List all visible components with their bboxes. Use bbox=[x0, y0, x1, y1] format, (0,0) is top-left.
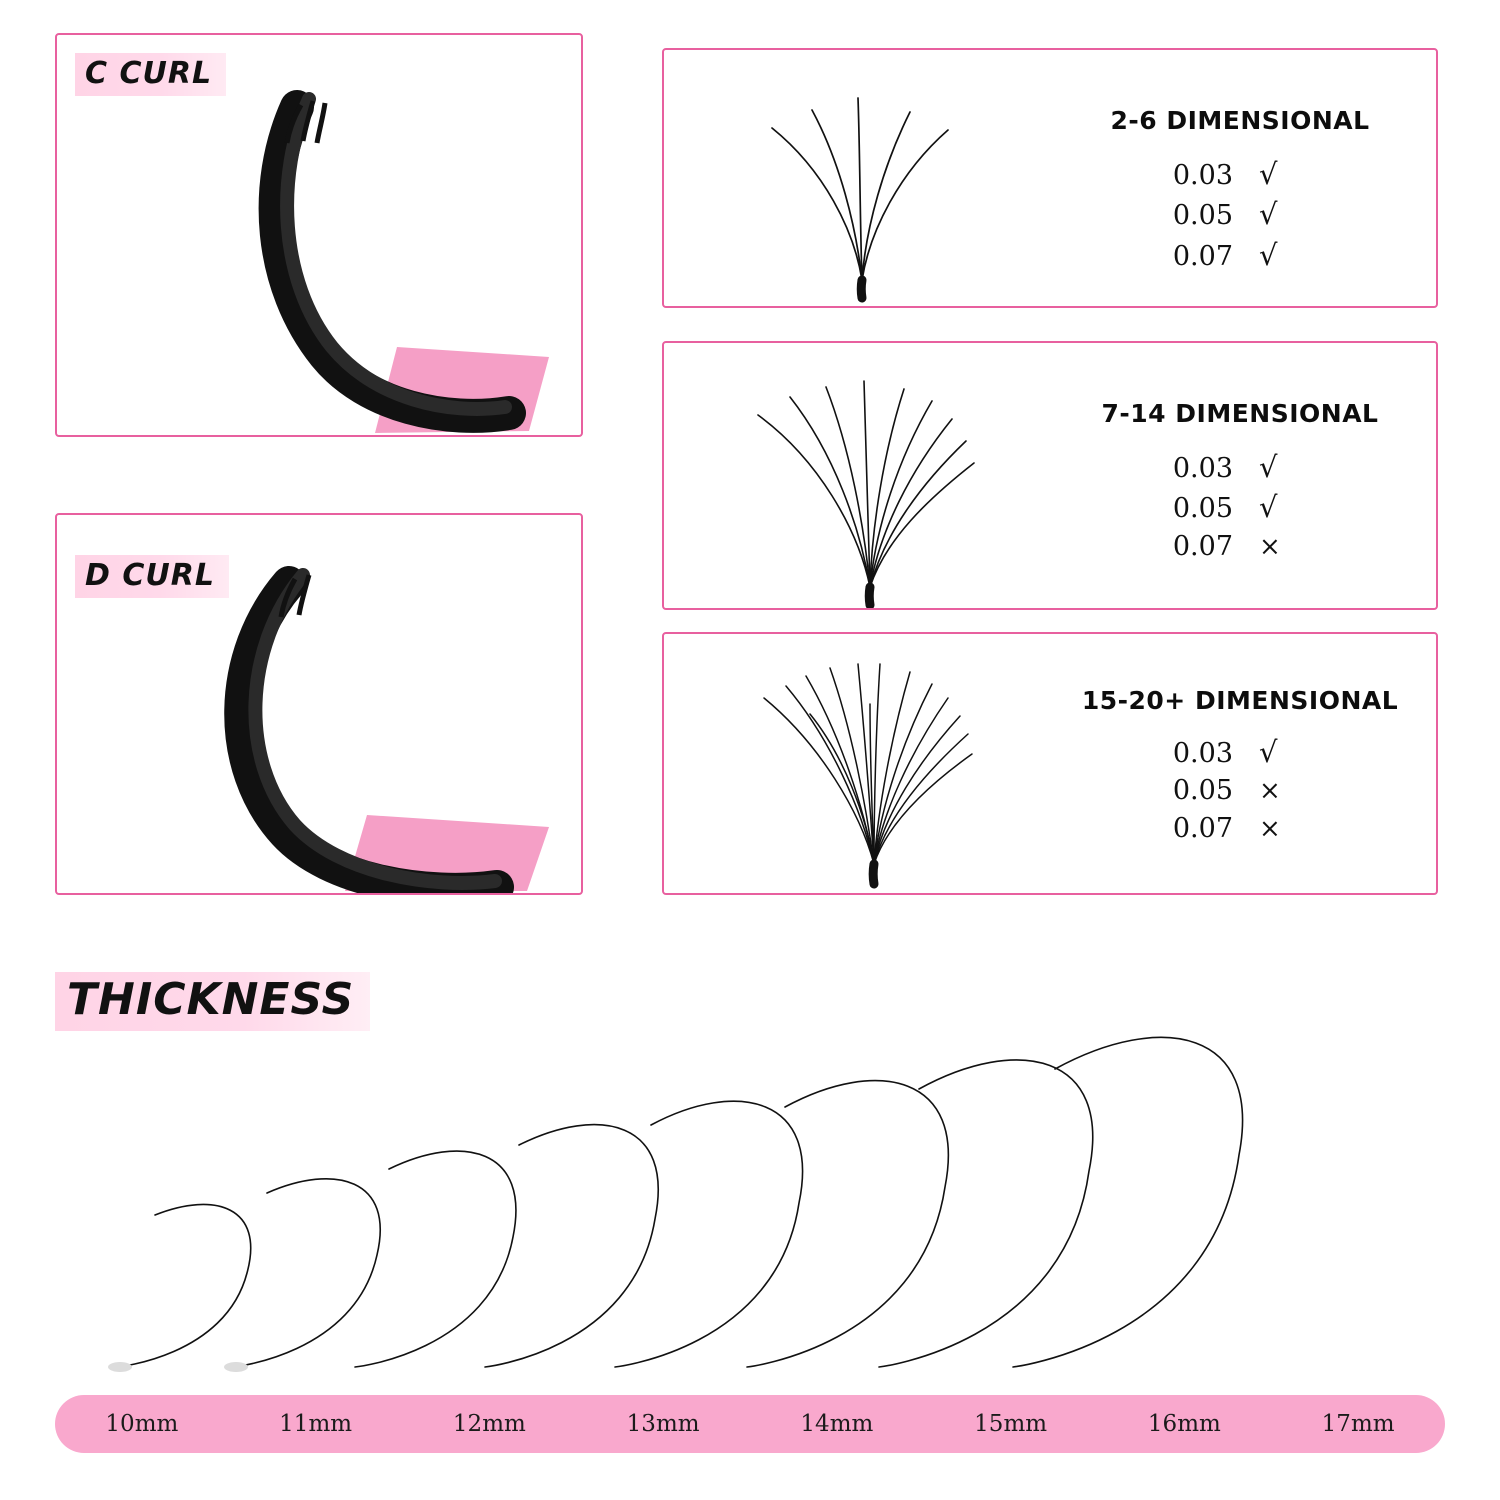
dimensional-rows bbox=[1044, 154, 1436, 275]
c-curl-label: C CURL bbox=[75, 53, 226, 96]
thickness-value: 0.03 bbox=[1172, 453, 1233, 484]
check-icon: √ bbox=[1259, 450, 1278, 484]
check-icon: √ bbox=[1259, 735, 1278, 769]
table-row bbox=[1044, 154, 1436, 194]
dimensional-title: 7-14 DIMENSIONAL bbox=[1101, 399, 1379, 428]
check-icon: √ bbox=[1259, 237, 1278, 272]
thickness-value: 0.03 bbox=[1172, 738, 1233, 769]
table-row bbox=[1044, 447, 1436, 487]
dimensional-panel-7-14 bbox=[662, 341, 1438, 610]
dimensional-rows bbox=[1044, 732, 1436, 848]
cross-icon: × bbox=[1259, 531, 1281, 562]
thickness-value: 0.07 bbox=[1172, 530, 1233, 562]
size-label-10mm: 10mm bbox=[105, 1411, 179, 1437]
table-row bbox=[1044, 732, 1436, 772]
check-icon: √ bbox=[1259, 490, 1278, 525]
check-icon: √ bbox=[1259, 157, 1278, 191]
dimensional-text-2-6 bbox=[1044, 50, 1436, 306]
size-label-14mm: 14mm bbox=[800, 1411, 874, 1437]
table-row bbox=[1044, 810, 1436, 848]
cross-icon: × bbox=[1259, 776, 1281, 807]
table-row bbox=[1044, 772, 1436, 810]
dimensional-panel-15-20 bbox=[662, 632, 1438, 895]
check-icon: √ bbox=[1259, 197, 1278, 232]
lash-length-illustration bbox=[55, 1015, 1455, 1385]
dimensional-panel-2-6 bbox=[662, 48, 1438, 308]
cross-icon: × bbox=[1259, 814, 1281, 845]
dimensional-text-7-14 bbox=[1044, 343, 1436, 608]
dimensional-text-15-20 bbox=[1044, 634, 1436, 893]
size-label-12mm: 12mm bbox=[452, 1411, 526, 1437]
thickness-section bbox=[0, 925, 1500, 1500]
thickness-value: 0.07 bbox=[1172, 240, 1233, 272]
thickness-value: 0.05 bbox=[1172, 775, 1233, 807]
dimensional-title: 2-6 DIMENSIONAL bbox=[1110, 106, 1370, 135]
c-curl-panel bbox=[55, 33, 583, 437]
size-label-11mm: 11mm bbox=[279, 1411, 353, 1437]
dimensional-rows bbox=[1044, 447, 1436, 565]
thickness-value: 0.07 bbox=[1172, 813, 1233, 845]
dimensional-title: 15-20+ DIMENSIONAL bbox=[1081, 686, 1399, 715]
thickness-value: 0.05 bbox=[1172, 200, 1233, 232]
thickness-value: 0.03 bbox=[1172, 160, 1233, 191]
size-label-13mm: 13mm bbox=[626, 1411, 700, 1437]
table-row bbox=[1044, 487, 1436, 527]
size-label-17mm: 17mm bbox=[1321, 1411, 1395, 1437]
thickness-label: THICKNESS bbox=[55, 972, 370, 1031]
lash-fan-icon-5 bbox=[694, 50, 1024, 306]
size-label-16mm: 16mm bbox=[1147, 1411, 1221, 1437]
table-row bbox=[1044, 528, 1436, 566]
table-row bbox=[1044, 194, 1436, 234]
lash-fan-icon-14 bbox=[694, 634, 1024, 893]
size-label-15mm: 15mm bbox=[974, 1411, 1048, 1437]
d-curl-label: D CURL bbox=[75, 555, 229, 598]
thickness-value: 0.05 bbox=[1172, 493, 1233, 525]
size-scale-bar bbox=[55, 1395, 1445, 1453]
d-curl-panel bbox=[55, 513, 583, 895]
table-row bbox=[1044, 235, 1436, 275]
lash-fan-icon-9 bbox=[694, 343, 1024, 608]
